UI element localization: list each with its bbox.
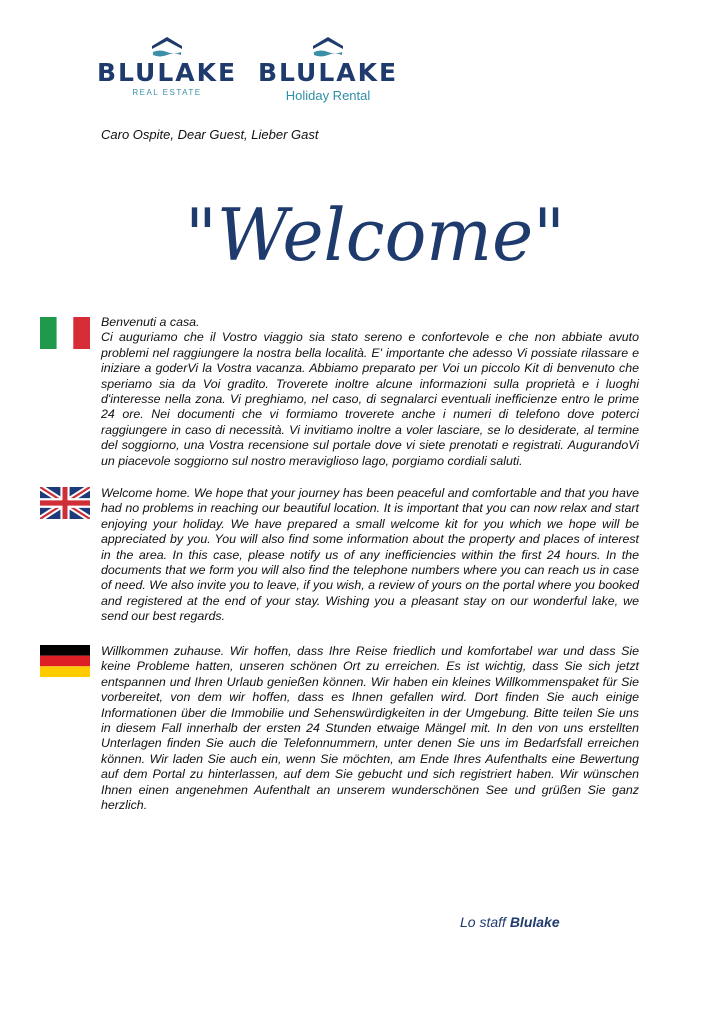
blulake-holiday-rental-logo <box>252 34 404 103</box>
signature-name: Blulake <box>509 914 560 930</box>
salutation: Caro Ospite, Dear Guest, Lieber Gast <box>101 127 319 142</box>
italian-text <box>101 315 639 469</box>
italian-body: Ci auguriamo che il Vostro viaggio sia stato sereno e confortevole e che non abbiate avuto problemi nel raggiungere la nostra bella località. E' importante che adesso Vi possiate rilassare e iniziare a goderVi la Vostra vacanza. Abbiamo preparato per Voi un piccolo Kit di benvenuto che speriamo sia da Voi gradito. Troverete inoltre alcune informazioni sulla proprietà e i luoghi d'interesse nella zona. Vi preghiamo, nel caso, di segnalarci eventuali inefficienze entro le prime 24 ore. Nei documenti che vi formiamo troverete anche i numeri di telefono dove poterci raggiungere in caso di necessità. Vi invitiamo inoltre a voler lasciare, se lo desiderate, al termine del soggiorno, una Vostra recensione sul portale dove vi siete prenotati e registrati. AugurandoVi un piacevole soggiorno sul nostro meraviglioso lago, porgiamo cordiali saluti. <box>101 330 639 468</box>
italy-flag-icon <box>40 317 90 349</box>
english-body: Welcome home. We hope that your journey has been peaceful and comfortable and that you have had no problems in reaching our beautiful location. It is important that you can now relax and start enjoying your holiday. We have prepared a small welcome kit for you which we hope will be appreciated by you. You will also find some information about the property and places of interest in the area. In this case, please notify us of any inefficiencies within the first 24 hours. In the documents that we form you will also find the telephone numbers where you can reach us in case of need. We also invite you to leave, if you wish, a review of yours on the portal where you booked and registered at the end of your stay. Wishing you a pleasant stay on our wonderful lake, we send our best regards. <box>101 486 639 624</box>
signature-prefix: Lo staff <box>460 914 510 930</box>
logo-subtitle: REAL ESTATE <box>132 88 202 97</box>
logo-subtitle: Holiday Rental <box>285 88 371 103</box>
logo-brand-text: BLULAKE <box>257 58 399 87</box>
welcome-title <box>180 188 570 284</box>
signature <box>460 914 560 930</box>
blulake-logo-icon <box>310 34 346 60</box>
uk-flag-icon <box>40 487 90 519</box>
logo-brand-text: BLULAKE <box>96 58 238 87</box>
welcome-title-text: "Welcome" <box>185 193 565 277</box>
germany-flag-icon <box>40 645 90 677</box>
german-body: Willkommen zuhause. Wir hoffen, dass Ihre Reise friedlich und komfortabel war und dass Sie keine Probleme hatten, unseren schönen Ort zu erreichen. Es ist wichtig, dass Sie sich jetzt entspannen und Ihren Urlaub genießen können. Wir haben ein kleines Willkommenspaket für Sie vorbereitet, von dem wir hoffen, dass es Ihnen gefallen wird. Dort finden Sie auch einige Informationen über die Immobilie und Sehenswürdigkeiten in der Umgebung. Bitte teilen Sie uns in diesem Fall innerhalb der ersten 24 Stunden etwaige Mängel mit. In den von uns erstellten Unterlagen finden Sie auch die Telefonnummern, unter denen Sie uns im Bedarfsfall erreichen können. Wir laden Sie auch ein, wenn Sie möchten, am Ende Ihres Aufenthalts eine Bewertung auf dem Portal zu hinterlassen, auf dem Sie gebucht und sich registriert haben. Wir wünschen Ihnen einen angenehmen Aufenthalt an unserem wunderschönen See und grüßen Sie ganz herzlich. <box>101 644 639 813</box>
italian-heading: Benvenuti a casa. <box>101 315 200 329</box>
blulake-logo-icon <box>149 34 185 60</box>
blulake-real-estate-logo <box>96 34 238 97</box>
